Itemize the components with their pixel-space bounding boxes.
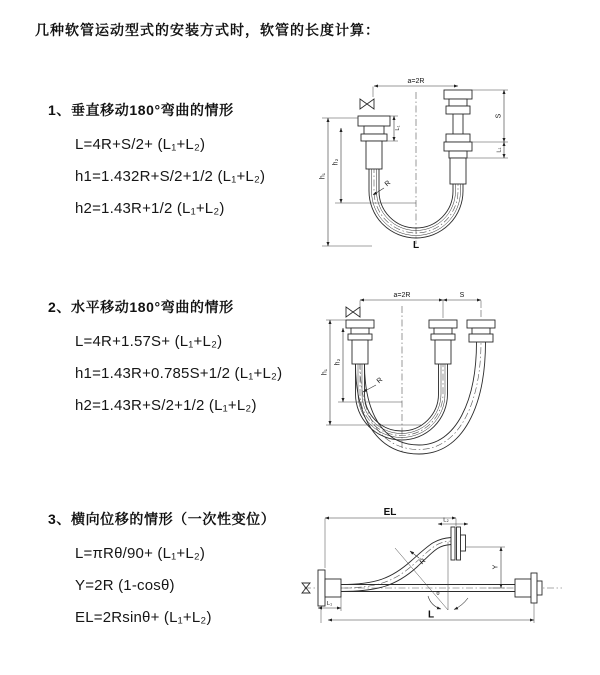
fitting-right [467,320,495,342]
fitting-right-lower [515,573,542,603]
dim-label-y: Y [492,564,500,570]
formula-l: L=πRθ/90+ (L₁+L₂) [75,545,206,562]
dim-label-h2: h₂ [334,358,342,366]
dimensions [318,507,534,623]
section-3-heading: 3、横向位移的情形（一次性变位） [48,511,276,527]
formula-h2: h2=1.43R+S/2+1/2 (L₁+L₂) [75,397,257,414]
formula-h2: h2=1.43R+1/2 (L₁+L₂) [75,200,225,217]
dim-label-l1: L₁ [326,601,333,607]
formula-y: Y=2R (1-cosθ) [75,577,175,594]
dimensions [320,78,509,251]
section-3 [48,509,275,634]
dim-label-r: R [383,179,393,189]
dim-label-a2r: a=2R [407,78,425,85]
dim-label-l1-left: L₁ [395,125,401,131]
formula-el: EL=2Rsinθ+ (L₁+L₂) [75,609,212,626]
section-2 [48,297,282,422]
hose-displaced-position [341,538,451,592]
diagram-lateral-displacement [298,502,588,662]
fitting-right-upper [451,527,466,560]
centerlines [374,92,458,244]
section-1 [48,100,265,225]
section-2-heading: 2、水平移动180°弯曲的情形 [48,299,234,315]
fitting-right [444,90,472,184]
valve-icon [360,99,374,109]
fitting-left [346,320,374,364]
diagram-vertical-180-bend [308,68,532,260]
dim-label-r: R [375,376,385,386]
dim-label-h2: h₂ [332,158,340,166]
formula-h1: h1=1.432R+S/2+1/2 (L₁+L₂) [75,168,266,185]
diagram-horizontal-180-bend [318,284,554,464]
dim-label-h1: h₁ [319,172,327,180]
dim-label-theta: θ [436,591,440,597]
formula-h1: h1=1.43R+0.785S+1/2 (L₁+L₂) [75,365,283,382]
dim-label-l: L [412,240,420,251]
dim-label-s: S [495,113,503,119]
dim-label-l: L [427,609,435,621]
dim-label-l2: L₂ [443,517,449,524]
dim-label-a2r: a=2R [393,292,411,299]
hose-u-bend-position-2 [356,342,486,454]
dim-label-s: S [459,292,465,299]
page-title: 几种软管运动型式的安装方式时，软管的长度计算： [35,22,380,38]
dim-label-el: EL [383,507,397,518]
dim-label-h1: h₁ [321,368,329,376]
dim-label-l1-right: L₁ [496,147,503,153]
dimensions [322,292,482,425]
fitting-middle [429,320,457,364]
formula-l: L=4R+1.57S+ (L₁+L₂) [75,333,223,350]
formula-l: L=4R+S/2+ (L₁+L₂) [75,136,206,153]
fitting-left [358,116,390,169]
section-1-heading: 1、垂直移动180°弯曲的情形 [48,102,234,118]
valve-icon [346,307,360,317]
dim-label-r: R [418,557,428,567]
